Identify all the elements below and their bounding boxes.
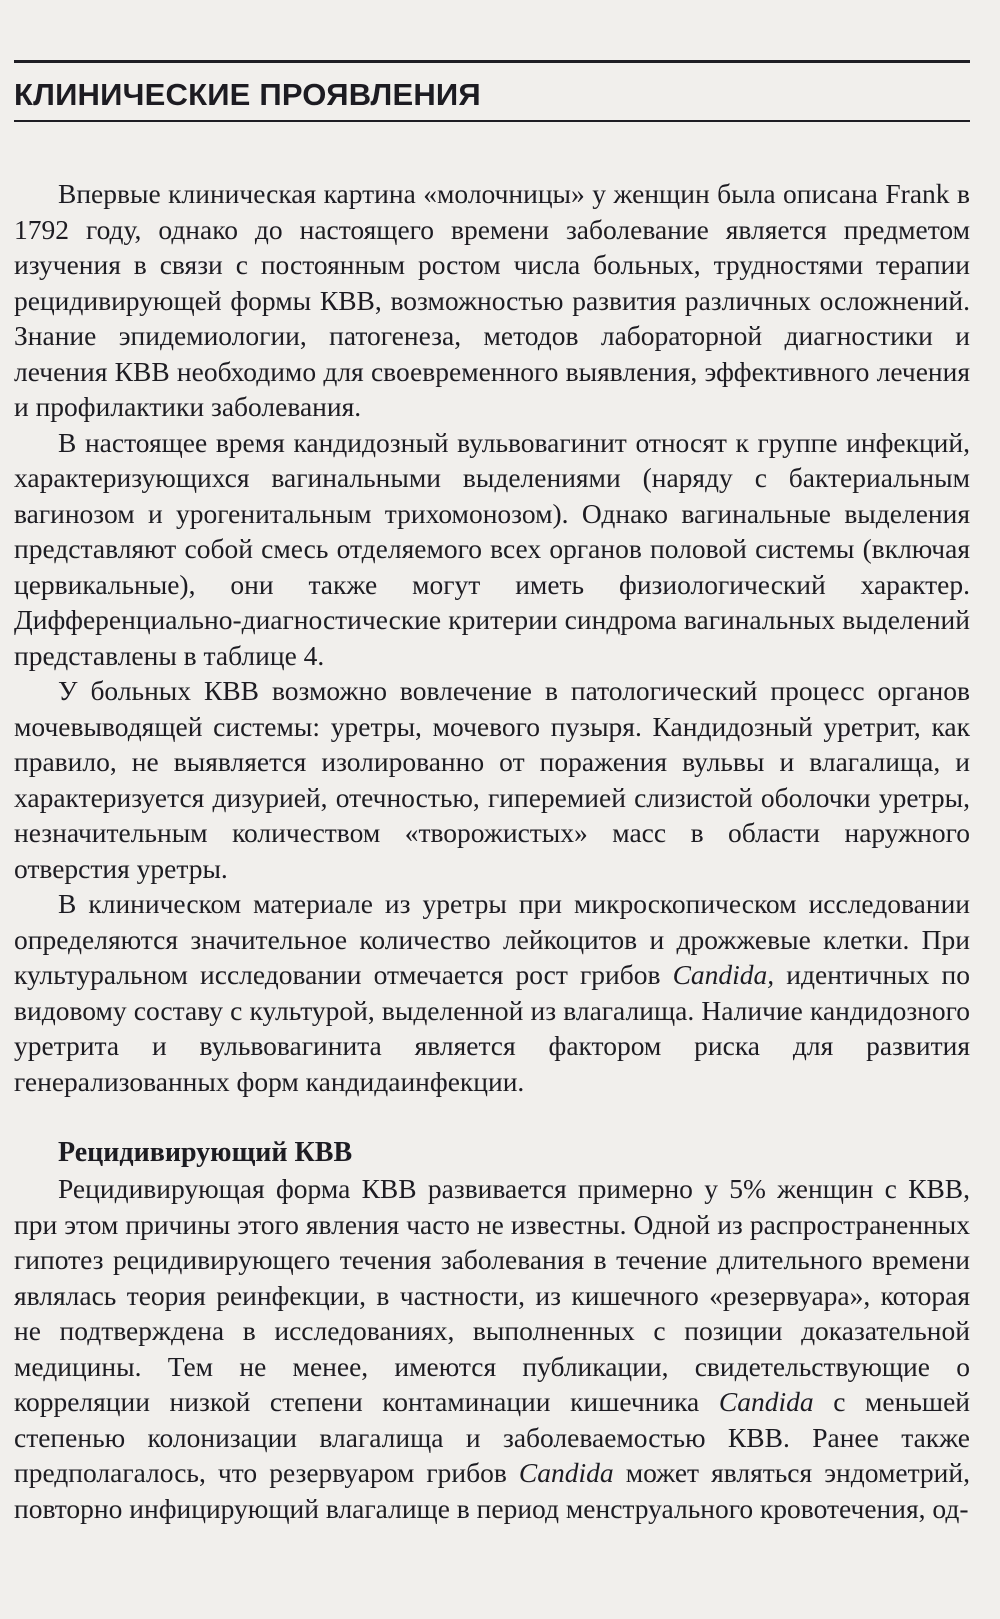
paragraph <box>14 1171 970 1526</box>
header-rule <box>14 60 970 63</box>
text-run: Рецидивирующая форма КВВ развивается примерно у 5% женщин с КВВ, при этом причины этого явления часто не известны. Одной из распространенных гипотез рецидивирующего течения заболевания в течение длительного времени являлась теория реинфекции, в частности, из кишечного «резервуара», которая не подтверждена в исследованиях, выполненных с позиции доказательной медицины. Тем не менее, имеются публикации, свидетельствующие о корреляции низкой степени контаминации кишечника <box>14 1173 970 1417</box>
subsection-heading: Рецидивирующий КВВ <box>58 1137 353 1168</box>
paragraph: У больных КВВ возможно вовлечение в патологический процесс органов мочевыводящей системы: уретры, мочевого пузыря. Кандидозный уретрит, как правило, не выявляется изолированно от поражения вульвы и влагалища, и характеризуется дизурией, отечностью, гиперемией слизистой оболочки уретры, незначительным количеством «творожистых» масс в области наружного отверстия уретры. <box>14 675 970 884</box>
body-text <box>14 176 970 1526</box>
heading-rule <box>14 120 970 122</box>
text-run: В клиническом материале из уретры при микроскопическом исследовании определяются значительное количество лейкоцитов и дрожжевые клетки. При культуральном исследовании отмечается рост грибов <box>14 888 970 990</box>
genus-name: Candida <box>718 1386 814 1417</box>
paragraph: В настоящее время кандидозный вульвовагинит относят к группе инфекций, характеризующихся вагинальными выделениями (наряду с бактериальным вагинозом и урогенитальным трихомонозом). Однако вагинальные выделения представляют собой смесь отделяемого всех органов половой системы (включая цервикальные), они также могут иметь физиологический характер. Дифференциально-диагностические критерии синдрома вагинальных выделений представлены в таблице 4. <box>14 426 970 671</box>
text-run: идентичных по видовому составу с культурой, выделенной из влагалища. Наличие кандидозного уретрита и вульвовагинита является фактором риска для развития генерализованных форм кандидаинфекции. <box>14 959 970 1097</box>
paragraph <box>14 886 970 1099</box>
text-run: с меньшей степенью колонизации влагалища и заболеваемостью КВВ. Ранее также предполагалось, что резервуаром грибов <box>14 1386 970 1488</box>
paragraph: Впервые клиническая картина «молочницы» у женщин была описана Frank в 1792 году, однако до настоящего времени заболевание является предметом изучения в связи с постоянным ростом числа больных, трудностями терапии рецидивирующей формы КВВ, возможностью развития различных осложнений. Знание эпидемиологии, патогенеза, методов лабораторной диагностики и лечения КВВ необходимо для своевременного выявления, эффективного лечения и профилактики заболевания. <box>14 178 970 422</box>
text-run: может являться эндометрий, повторно инфицирующий влагалище в период менструального кровотечения, од- <box>14 1457 970 1524</box>
genus-name: Candida, <box>672 959 775 990</box>
genus-name: Candida <box>518 1457 614 1488</box>
section-heading: КЛИНИЧЕСКИЕ ПРОЯВЛЕНИЯ <box>14 77 481 112</box>
